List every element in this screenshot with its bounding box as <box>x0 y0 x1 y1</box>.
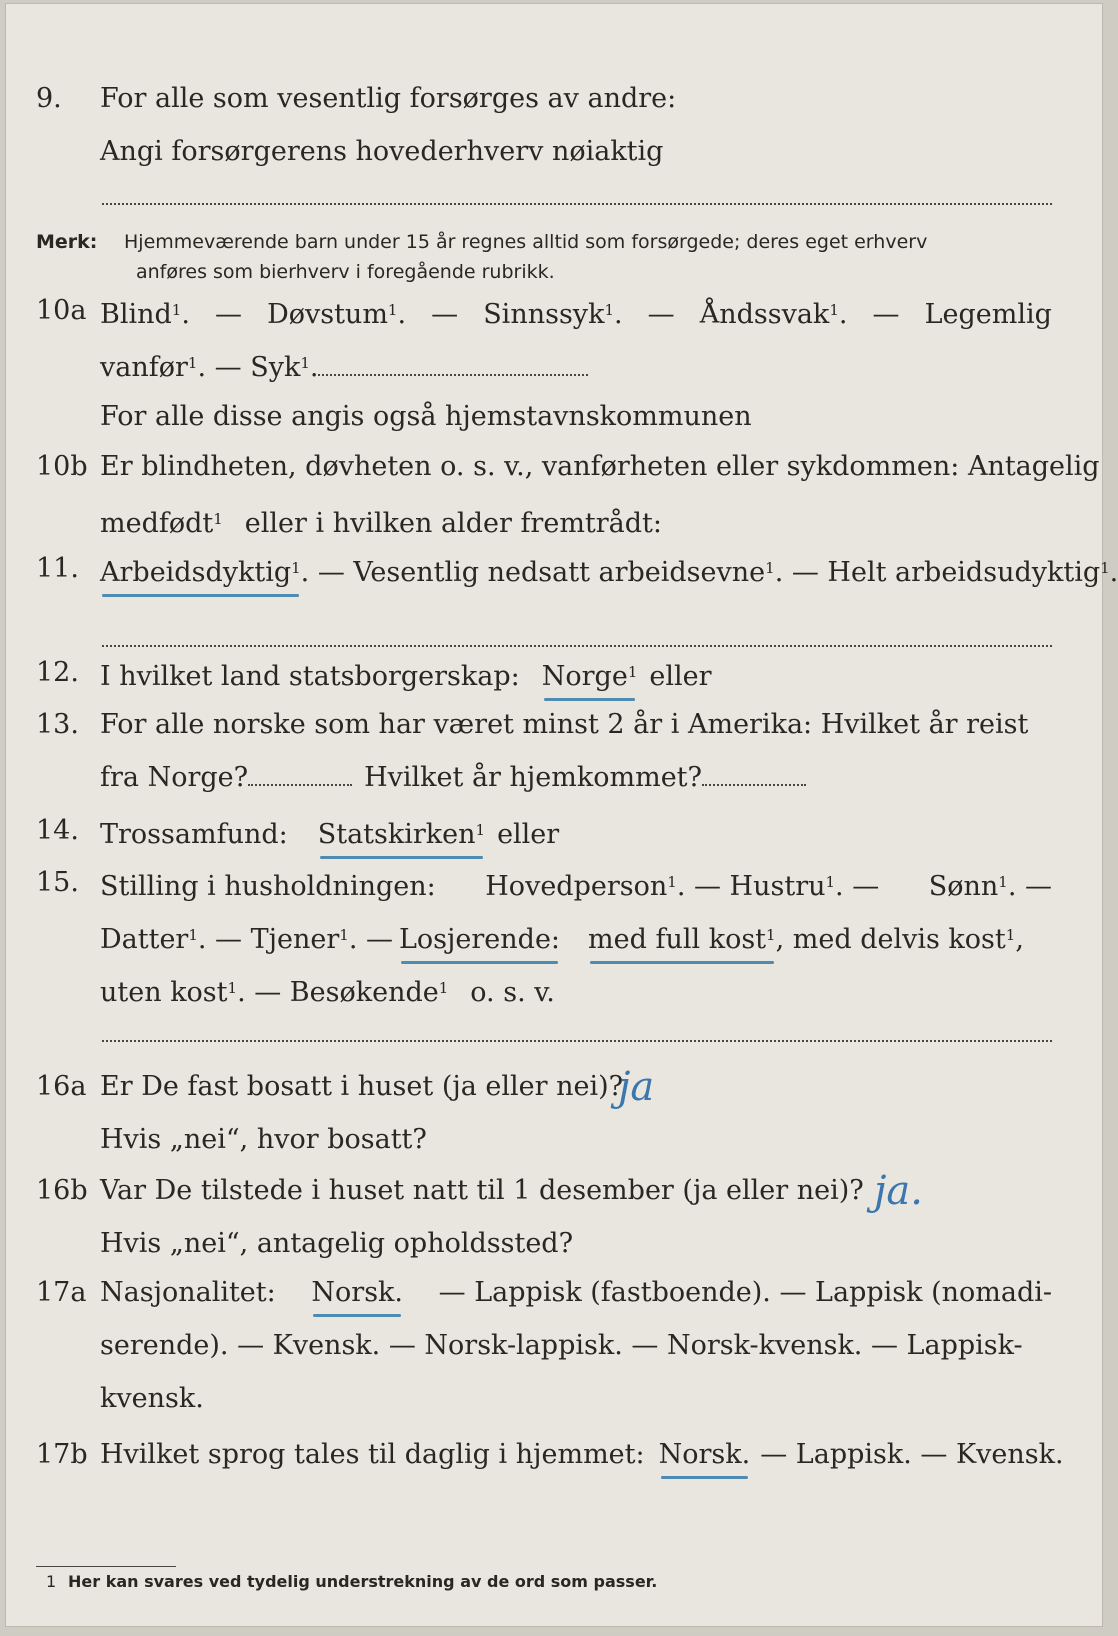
option-row <box>100 284 1052 337</box>
answer-field-hjemkommet[interactable] <box>702 783 806 786</box>
question-number: 9. <box>36 83 62 114</box>
option-eller: eller <box>649 661 712 692</box>
option-besokende[interactable]: . — Besøkende$^1$ <box>237 977 449 1008</box>
note-text: anføres som bierhverv i foregående rubrikk. <box>136 261 555 283</box>
question-9 <box>36 72 1052 178</box>
question-text: Hvis „nei“, antagelig opholdssted? <box>100 1228 574 1259</box>
option-hovedperson[interactable]: Hovedperson$^1$. — Hustru$^1$. — <box>485 871 880 902</box>
question-number: 13. <box>36 709 79 740</box>
question-number: 14. <box>36 815 79 846</box>
question-number: 17b <box>36 1439 88 1470</box>
option-losjerende-underlined[interactable]: Losjerende: <box>399 913 560 966</box>
question-text: Er blindheten, døvheten o. s. v., vanførheten eller sykdommen: Antagelig <box>100 451 1100 482</box>
question-number: 10b <box>36 451 88 482</box>
question-10b <box>36 440 1100 546</box>
option-norsk-underlined[interactable]: Norsk. <box>659 1428 751 1481</box>
option-full-kost-underlined[interactable]: med full kost$^1$ <box>588 909 776 966</box>
question-text: o. s. v. <box>470 977 555 1008</box>
question-14 <box>36 804 1052 857</box>
option-datter[interactable]: Datter$^1$ <box>100 924 198 955</box>
question-11 <box>36 542 1118 595</box>
question-text: For alle norske som har været minst 2 år i Amerika: Hvilket år reist <box>100 709 1029 740</box>
question-number: 15. <box>36 867 79 898</box>
option-tjener[interactable]: . — Tjener$^1$. — <box>197 924 393 955</box>
handwritten-answer: ja <box>618 1064 655 1110</box>
question-10a <box>36 284 1052 443</box>
question-text: For alle som vesentlig forsørges av andre: <box>100 83 677 114</box>
option-medfodt[interactable]: medfødt$^1$ <box>100 508 223 539</box>
note-text: Hjemmeværende barn under 15 år regnes alltid som forsørgede; deres eget erhverv <box>124 231 928 253</box>
question-17b <box>36 1428 1064 1481</box>
option-norsk-underlined[interactable]: Norsk. <box>311 1266 403 1319</box>
note-block <box>36 227 1052 287</box>
answer-field-reist[interactable] <box>248 783 352 786</box>
question-text: Er De fast bosatt i huset (ja eller nei)? <box>100 1071 624 1102</box>
option-uten-kost[interactable]: uten kost$^1$ <box>100 977 238 1008</box>
option-list: serende). — Kvensk. — Norsk-lappisk. — Norsk-kvensk. — Lappisk- <box>100 1330 1023 1361</box>
question-16a <box>36 1060 1052 1166</box>
handwritten-answer: ja. <box>874 1168 923 1214</box>
option-legemlig[interactable]: Legemlig <box>924 299 1052 330</box>
question-text: Hvilket år hjemkommet? <box>364 762 703 793</box>
option-sonn-marked[interactable]: Sønn$^1$. — <box>928 871 1052 902</box>
question-text: Hvis „nei“, hvor bosatt? <box>100 1124 427 1155</box>
answer-line[interactable] <box>102 203 1052 205</box>
note-label: Merk: <box>36 231 98 253</box>
question-text: Var De tilstede i huset natt til 1 desember (ja eller nei)? <box>100 1175 864 1206</box>
option-sinnssyk[interactable]: Sinnssyk$^1$. <box>483 299 623 330</box>
option-statskirken-underlined[interactable]: Statskirken$^1$ <box>318 804 485 861</box>
dash: — <box>215 299 242 330</box>
footnote-text: Her kan svares ved tydelig understrekning av de ord som passer. <box>68 1572 658 1591</box>
question-text: fra Norge? <box>100 762 249 793</box>
option-norge-underlined[interactable]: Norge$^1$ <box>542 646 638 703</box>
answer-line[interactable] <box>102 1040 1052 1042</box>
question-number: 17a <box>36 1277 87 1308</box>
option-blind[interactable]: Blind$^1$. <box>100 299 190 330</box>
question-text: Hvilket sprog tales til daglig i hjemmet: <box>100 1439 645 1470</box>
question-text: Stilling i husholdningen: <box>100 871 436 902</box>
question-17a <box>36 1266 1052 1425</box>
option-udyktig[interactable]: . — Helt arbeidsudyktig$^1$. <box>774 557 1118 588</box>
question-number: 16b <box>36 1175 88 1206</box>
dash: — <box>872 299 900 330</box>
question-text: For alle disse angis også hjemstavnskommunen <box>100 401 752 432</box>
census-form-page <box>6 4 1118 1626</box>
question-15 <box>36 856 1052 1015</box>
question-text: eller i hvilken alder fremtrådt: <box>244 508 663 539</box>
option-delvis-kost[interactable]: , med delvis kost$^1$, <box>775 924 1024 955</box>
option-eller: eller <box>497 819 560 850</box>
option-list: — Lappisk. — Kvensk. <box>760 1439 1064 1470</box>
option-vanfor[interactable]: vanfør$^1$ <box>100 352 198 383</box>
question-number: 12. <box>36 657 79 688</box>
question-text: Angi forsørgerens hovederhverv nøiaktig <box>100 136 664 167</box>
question-13 <box>36 698 1052 804</box>
answer-field[interactable] <box>318 373 588 376</box>
question-number: 10a <box>36 295 87 326</box>
dash: — <box>431 299 459 330</box>
option-dovstum[interactable]: Døvstum$^1$. <box>267 299 407 330</box>
option-list: — Lappisk (fastboende). — Lappisk (nomadi- <box>438 1277 1052 1308</box>
option-andssvak[interactable]: Åndssvak$^1$. <box>699 299 848 330</box>
option-nedsatt[interactable]: . — Vesentlig nedsatt arbeidsevne$^1$ <box>300 557 775 588</box>
question-number: 16a <box>36 1071 87 1102</box>
question-text: Nasjonalitet: <box>100 1277 276 1308</box>
question-number: 11. <box>36 553 79 584</box>
question-text: I hvilket land statsborgerskap: <box>100 661 520 692</box>
footnote <box>46 1572 658 1591</box>
option-arbeidsdyktig-underlined[interactable]: Arbeidsdyktig$^1$ <box>100 542 301 599</box>
dash: — <box>647 299 675 330</box>
question-12 <box>36 646 1052 699</box>
question-text: Trossamfund: <box>100 819 288 850</box>
footnote-mark: 1 <box>46 1572 57 1591</box>
option-list: kvensk. <box>100 1383 204 1414</box>
footnote-rule <box>36 1566 176 1567</box>
option-syk[interactable]: . — Syk$^1$. <box>197 352 319 383</box>
